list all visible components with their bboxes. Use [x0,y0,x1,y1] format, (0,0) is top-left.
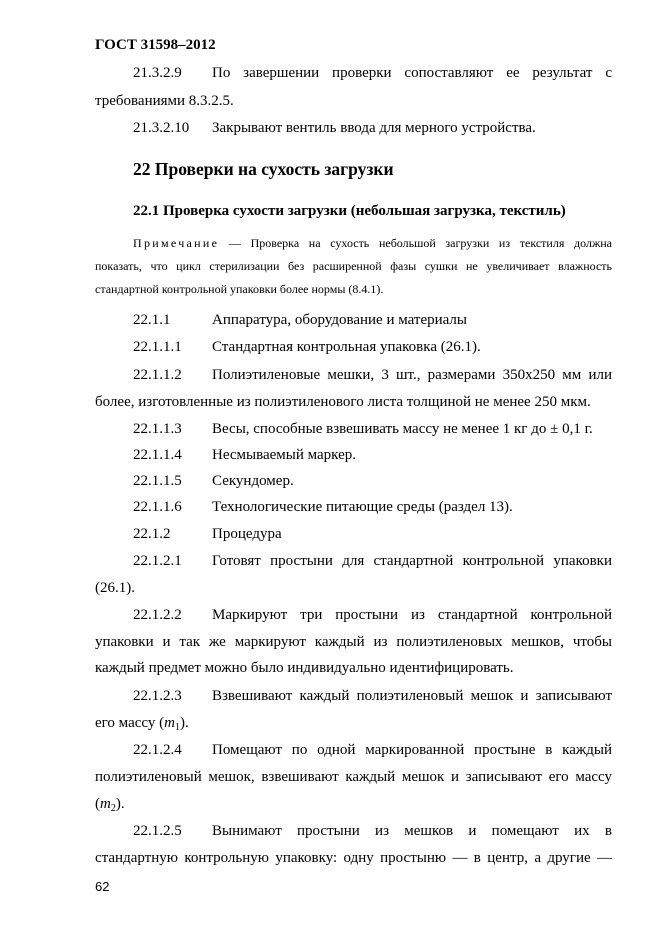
paragraph-line [95,687,612,705]
paragraph-line [95,420,612,438]
clause-number: 21.3.2.9 [133,65,182,81]
subscript: 1 [174,722,180,733]
subscript: 2 [110,803,116,814]
clause-text: Вынимают простыни из мешков и помещают их в [212,823,612,839]
paragraph-line: упаковки и так же маркируют каждый из полиэтиленовых мешков, чтобы [95,634,612,650]
note-line [95,236,612,250]
paragraph-line [95,119,612,137]
clause-text: Закрывают вентиль ввода для мерного устройства. [212,120,536,136]
clause-text: Маркируют три простыни из стандартной контрольной [212,607,612,623]
clause-text: Технологические питающие среды (раздел 13). [212,499,513,515]
paragraph-line [95,446,612,464]
clause-text: Секундомер. [212,473,294,489]
paragraph-line [95,741,612,759]
clause-number: 22.1.2.3 [133,688,182,704]
paragraph-line: (26.1). [95,580,135,596]
clause-number: 22.1.2.1 [133,553,182,569]
clause-number: 22.1.1.4 [133,447,182,463]
paragraph-line [95,498,612,516]
mass-variable: m [164,715,175,731]
clause-text: Весы, способные взвешивать массу не менее 1 кг до ± 0,1 г. [212,421,593,437]
paragraph-line [95,338,612,356]
paragraph-line: требованиями 8.3.2.5. [95,93,234,109]
note-text: — Проверка на сухость небольшой загрузки из текстиля должна [219,236,612,250]
clause-number: 22.1.1.6 [133,499,182,515]
text-fragment: ). [115,796,125,812]
paragraph-line [95,552,612,570]
paragraph-line [95,366,612,384]
clause-number: 22.1.1.1 [133,339,182,355]
paragraph-line [95,714,612,732]
paragraph-line [95,795,612,813]
page-number: 62 [95,879,110,894]
clause-number: 22.1.2.4 [133,742,182,758]
clause-number: 22.1.1.5 [133,473,182,489]
clause-number: 22.1.2.5 [133,823,182,839]
clause-text: Процедура [212,526,282,542]
clause-text: Стандартная контрольная упаковка (26.1). [212,339,481,355]
clause-number: 22.1.1.2 [133,367,182,383]
note-line: стандартной контрольной упаковки более нормы (8.4.1). [95,282,384,296]
clause-number: 22.1.2.2 [133,607,182,623]
note-line: показать, что цикл стерилизации без расширенной фазы сушки не увеличивает влажность [95,259,612,273]
paragraph-line [95,64,612,82]
text-fragment: его массу ( [95,715,165,731]
clause-text: Помещают по одной маркированной простыне в каждый [212,742,612,758]
paragraph-line [95,525,612,543]
clause-text: По завершении проверки сопоставляют ее результат с [212,65,612,81]
clause-text: Несмываемый маркер. [212,447,357,463]
clause-number: 22.1.1 [133,312,171,328]
clause-number: 22.1.2 [133,526,171,542]
section-title: 22 Проверки на сухость загрузки [133,159,394,179]
paragraph-line: более, изготовленные из полиэтиленового листа толщиной не менее 250 мкм. [95,394,591,410]
text-fragment: ). [179,715,189,731]
text-fragment: ( [95,796,100,812]
paragraph-line: каждый предмет можно было индивидуально идентифицировать. [95,660,514,676]
subsection-title: 22.1 Проверка сухости загрузки (небольшая загрузка, текстиль) [133,203,566,219]
paragraph-line: полиэтиленовый мешок, взвешивают каждый мешок и записывают его массу [95,769,612,785]
clause-text: Аппаратура, оборудование и материалы [212,312,467,328]
paragraph-line: стандартную контрольную упаковку: одну простыню — в центр, а другие — [95,850,612,866]
note-label: Примечание [133,236,220,250]
paragraph-line [95,311,612,329]
paragraph-line [95,606,612,624]
clause-number: 21.3.2.10 [133,120,190,136]
paragraph-line [95,472,612,490]
clause-text: Взвешивают каждый полиэтиленовый мешок и записывают [212,688,612,704]
paragraph-line [95,822,612,840]
clause-text: Полиэтиленовые мешки, 3 шт., размерами 350х250 мм или [212,367,612,383]
clause-number: 22.1.1.3 [133,421,182,437]
clause-text: Готовят простыни для стандартной контрольной упаковки [212,553,612,569]
mass-variable: m [100,796,111,812]
document-header: ГОСТ 31598–2012 [95,37,216,53]
